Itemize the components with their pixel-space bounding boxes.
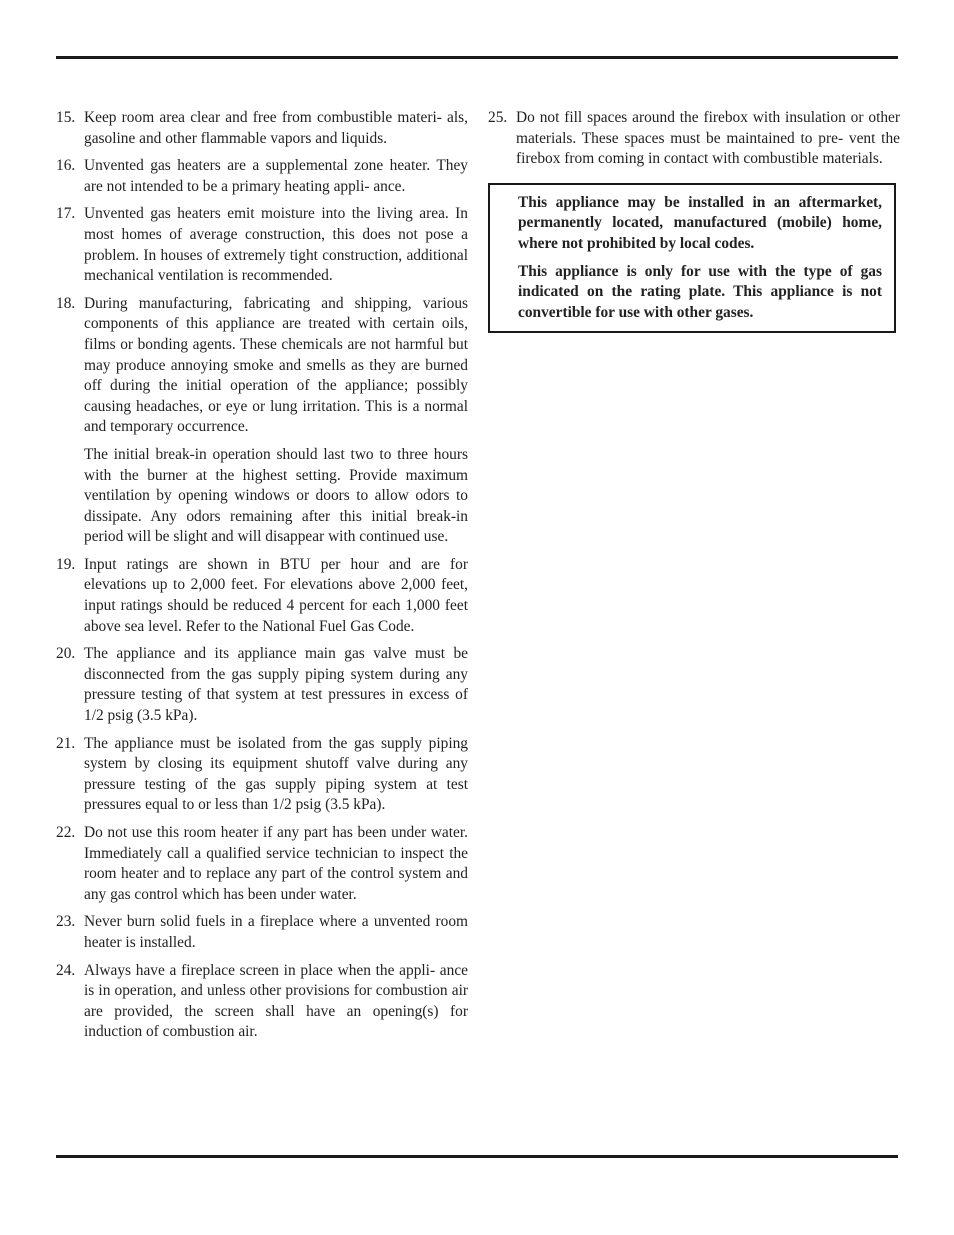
item-text: During manufacturing, fabricating and shipping, various components of this appliance are treated with certain oils, films or bonding agents. These chemicals are not harmful but may produce annoying smoke and smells as they are burned off during the initial operation of the appliance; possibly causing headaches, or eye or lung irritation. This is a normal and temporary occurrence. bbox=[84, 294, 468, 436]
item-text: The appliance and its appliance main gas valve must be disconnected from the gas supply piping system during any pressure testing of that system at test pressures in excess of 1/2 psig (3.5 kPa). bbox=[84, 645, 468, 725]
item-number: 25. bbox=[488, 109, 508, 126]
item-number: 19. bbox=[56, 555, 76, 573]
item-text: Keep room area clear and free from combustible materi- als, gasoline and other flammable vapors and liquids. bbox=[84, 109, 468, 147]
notice-gas-type: This appliance is only for use with the type of gas indicated on the rating plate. This appliance is not convertible for use with other gases. bbox=[518, 262, 882, 321]
list-item-23 bbox=[56, 912, 468, 953]
list-item-21 bbox=[56, 734, 468, 816]
list-item-22 bbox=[56, 823, 468, 905]
item-text: Unvented gas heaters emit moisture into the living area. In most homes of average construction, this does not pose a problem. In houses of extremely tight construction, additional mechanical ventilation is recommended. bbox=[84, 205, 468, 285]
item-text: Always have a fireplace screen in place when the appli- ance is in operation, and unless other provisions for combustion air are provided, the screen shall have an opening(s) for induction of combustion air. bbox=[84, 961, 468, 1041]
right-column bbox=[488, 108, 900, 333]
notice-mobile-home: This appliance may be installed in an aftermarket, permanently located, manufactured (mobile) home, where not prohibited by local codes. bbox=[518, 193, 882, 252]
item-text: The appliance must be isolated from the gas supply piping system by closing its equipment shutoff valve during any pressure testing of the gas supply piping system at test pressures equal to or less than 1/2 psig (3.5 kPa). bbox=[84, 734, 468, 814]
item-number: 16. bbox=[56, 157, 76, 175]
item-number: 20. bbox=[56, 645, 76, 663]
item-text: Do not fill spaces around the firebox with insulation or other materials. These spaces must be maintained to pre- vent the firebox from coming in contact with combustible materials. bbox=[516, 109, 900, 168]
item-number: 24. bbox=[56, 961, 76, 979]
item-text: Never burn solid fuels in a fireplace where a unvented room heater is installed. bbox=[84, 913, 468, 951]
item-text: Unvented gas heaters are a supplemental zone heater. They are not intended to be a primary heating appli- ance. bbox=[84, 157, 468, 195]
notice-box bbox=[488, 183, 896, 334]
left-column bbox=[56, 108, 468, 1050]
list-item-19 bbox=[56, 555, 468, 637]
header-rule bbox=[56, 56, 898, 59]
item-number: 22. bbox=[56, 824, 76, 841]
item-number: 17. bbox=[56, 205, 76, 223]
item-number: 21. bbox=[56, 734, 76, 752]
item-number: 18. bbox=[56, 294, 76, 312]
item-number: 15. bbox=[56, 109, 76, 126]
list-item-20 bbox=[56, 644, 468, 726]
list-item-25 bbox=[488, 108, 900, 170]
list-item-15 bbox=[56, 108, 468, 149]
item-text: Input ratings are shown in BTU per hour and are for elevations up to 2,000 feet. For elevations above 2,000 feet, input ratings should be reduced 4 percent for each 1,000 feet above sea level. Refer to the National Fuel Gas Code. bbox=[84, 555, 468, 635]
list-item-24 bbox=[56, 961, 468, 1043]
item-text-continued: The initial break-in operation should last two to three hours with the burner at the highest setting. Provide maximum ventilation by opening windows or doors to allow odors to dissipate. Any odors remaining after this initial break-in period will be slight and will disappear with continued use. bbox=[84, 445, 468, 546]
list-item-18 bbox=[56, 294, 468, 548]
list-item-17 bbox=[56, 204, 468, 286]
footer-rule bbox=[56, 1155, 898, 1158]
item-number: 23. bbox=[56, 913, 76, 931]
item-text: Do not use this room heater if any part has been under water. Immediately call a qualified service technician to inspect the room heater and to replace any part of the control system and any gas control which has been under water. bbox=[84, 824, 468, 903]
list-item-16 bbox=[56, 156, 468, 197]
